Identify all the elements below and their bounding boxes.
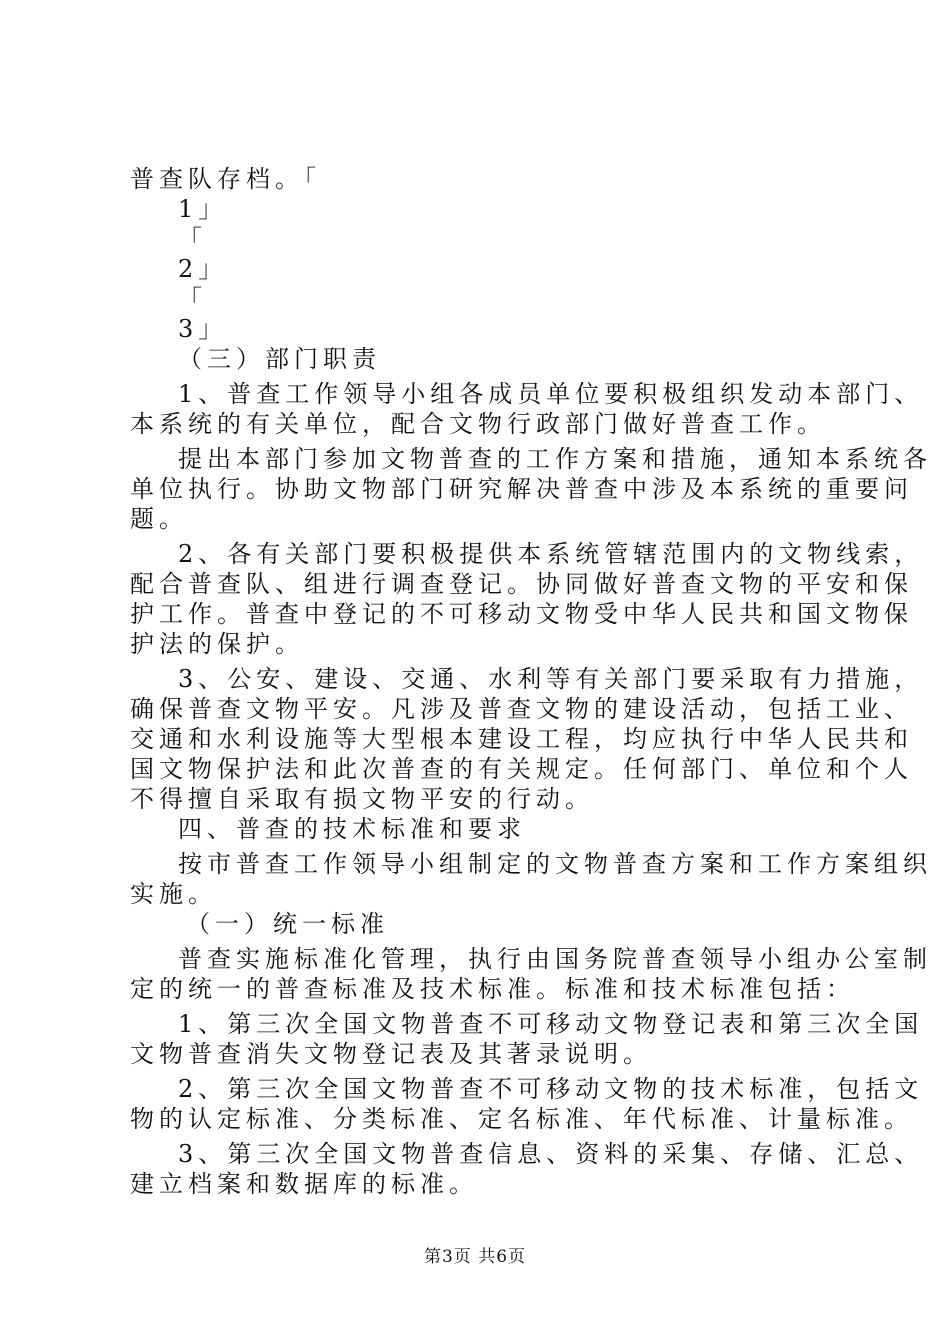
document-body	[130, 164, 932, 1199]
paragraph-line: 确保普查文物平安。凡涉及普查文物的建设活动，包括工业、	[130, 695, 913, 723]
paragraph-line: 本系统的有关单位，配合文物行政部门做好普查工作。	[130, 410, 826, 438]
paragraph-line: 提出本部门参加文物普查的工作方案和措施，通知本系统各	[178, 445, 932, 473]
paragraph-line: 文物普查消失文物登记表及其著录说明。	[130, 1040, 652, 1068]
paragraph-line: 配合普查队、组进行调查登记。协同做好普查文物的平安和保	[130, 570, 913, 598]
paragraph-line: 护工作。普查中登记的不可移动文物受中华人民共和国文物保	[130, 600, 913, 628]
text-line: 普查队存档。「	[130, 165, 321, 193]
paragraph-line: 普查实施标准化管理，执行由国务院普查领导小组办公室制	[178, 945, 932, 973]
text-line: 3」	[178, 315, 228, 343]
paragraph-line: 实施。	[130, 880, 217, 908]
paragraph-line: 1、普查工作领导小组各成员单位要积极组织发动本部门、	[178, 380, 924, 408]
section-heading: （一）统一标准	[186, 910, 389, 938]
paragraph-line: 题。	[130, 505, 188, 533]
page-number: 第3页 共6页	[423, 1247, 527, 1267]
text-line: 1」	[178, 195, 228, 223]
text-line: 「	[178, 285, 207, 313]
section-heading: （三）部门职责	[178, 345, 381, 373]
paragraph-line: 国文物保护法和此次普查的有关规定。任何部门、单位和个人	[130, 755, 913, 783]
paragraph-line: 不得擅自采取有损文物平安的行动。	[130, 785, 594, 813]
paragraph-line: 物的认定标准、分类标准、定名标准、年代标准、计量标准。	[130, 1105, 913, 1133]
paragraph-line: 2、第三次全国文物普查不可移动文物的技术标准，包括文	[178, 1075, 924, 1103]
paragraph-line: 1、第三次全国文物普查不可移动文物登记表和第三次全国	[178, 1010, 924, 1038]
paragraph-line: 3、第三次全国文物普查信息、资料的采集、存储、汇总、	[178, 1140, 924, 1168]
paragraph-line: 建立档案和数据库的标准。	[130, 1170, 478, 1198]
paragraph-line: 交通和水利设施等大型根本建设工程，均应执行中华人民共和	[130, 725, 913, 753]
paragraph-line: 2、各有关部门要积极提供本系统管辖范围内的文物线索，	[178, 540, 924, 568]
paragraph-line: 3、公安、建设、交通、水利等有关部门要采取有力措施，	[178, 665, 924, 693]
text-line: 「	[178, 225, 207, 253]
paragraph-line: 按市普查工作领导小组制定的文物普查方案和工作方案组织	[178, 850, 932, 878]
text-line: 2」	[178, 255, 228, 283]
paragraph-line: 护法的保护。	[130, 630, 304, 658]
paragraph-line: 单位执行。协助文物部门研究解决普查中涉及本系统的重要问	[130, 475, 913, 503]
section-heading: 四、普查的技术标准和要求	[178, 815, 526, 843]
paragraph-line: 定的统一的普查标准及技术标准。标准和技术标准包括：	[130, 975, 855, 1003]
